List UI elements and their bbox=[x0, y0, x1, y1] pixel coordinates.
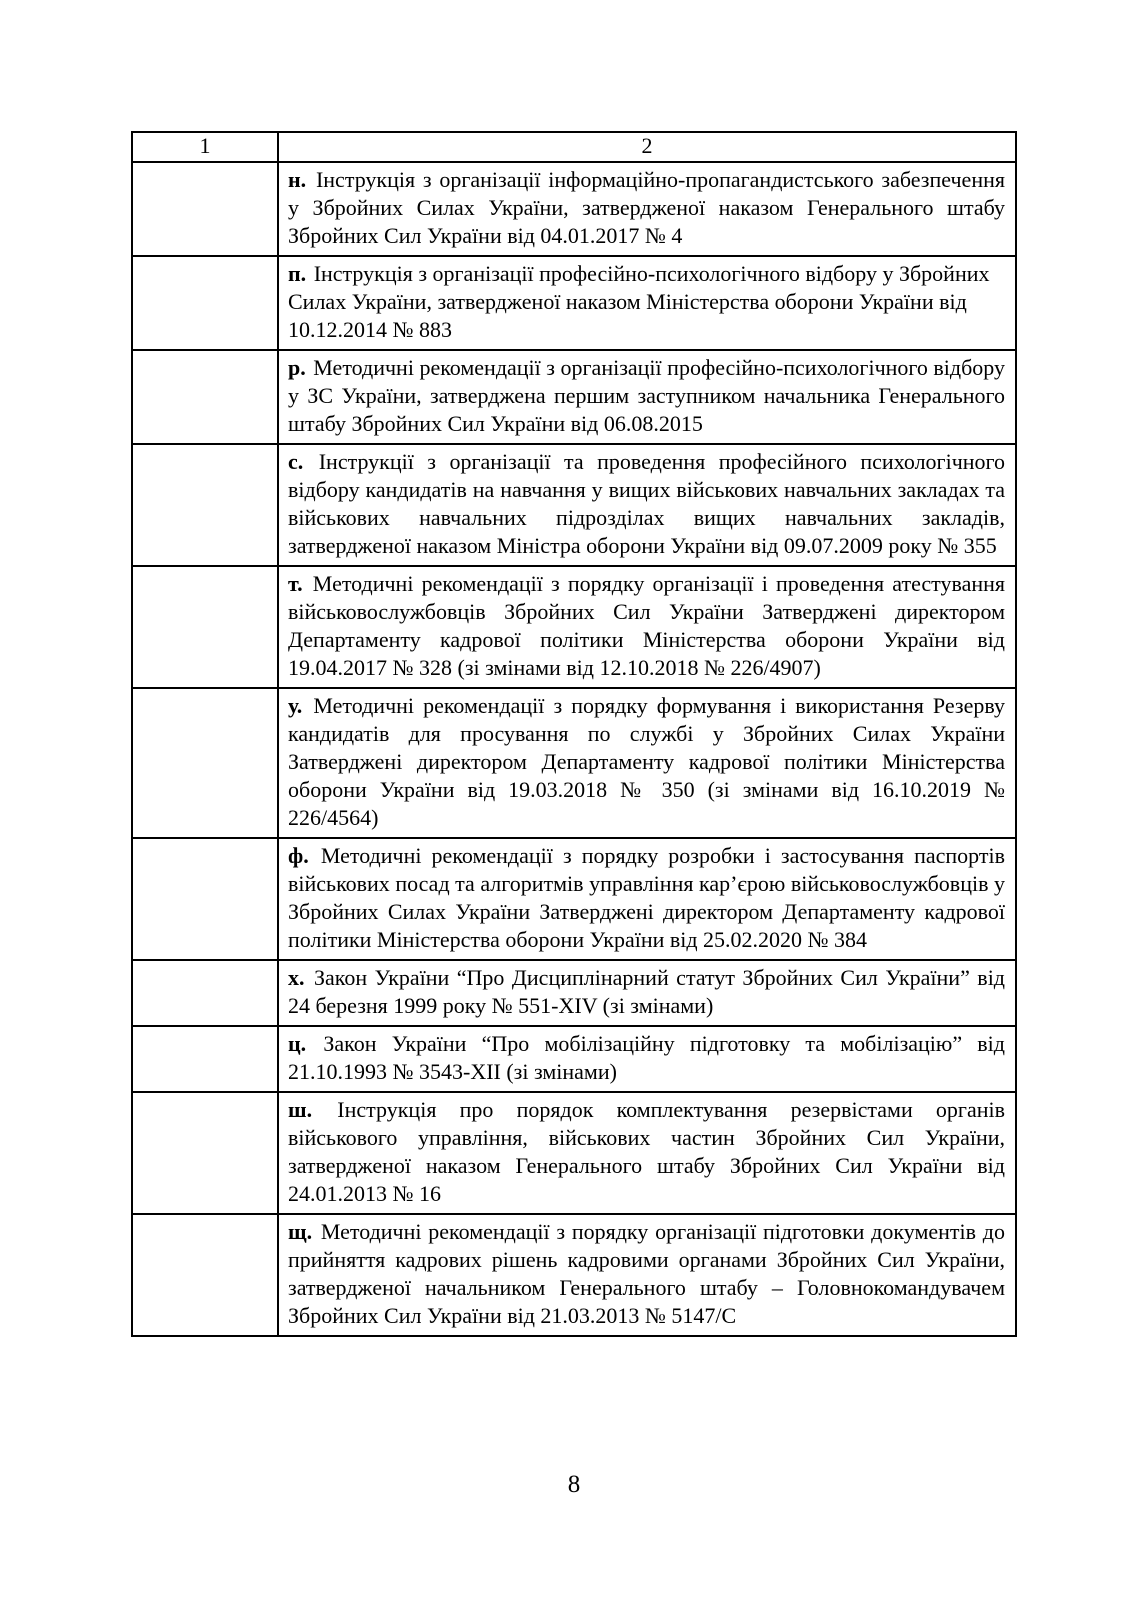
row-number-cell bbox=[132, 688, 278, 838]
column-header-1: 1 bbox=[132, 132, 278, 162]
table-row bbox=[132, 444, 1016, 566]
table-row bbox=[132, 1026, 1016, 1092]
entry-text: Інструкція з організації інформаційно-пропагандистського забезпечення у Збройних Силах України, затвердженої наказом Генерального штабу Збройних Сил України від 04.01.2017 № 4 bbox=[288, 167, 1005, 248]
entry-label: н. bbox=[288, 167, 307, 192]
table-header-row bbox=[132, 132, 1016, 162]
entry-text: Інструкція про порядок комплектування резервістами органів військового управління, військових частин Збройних Сил України, затвердженої наказом Генерального штабу Збройних Сил України від 24.01.2013 № 16 bbox=[288, 1097, 1005, 1206]
row-content-cell bbox=[278, 688, 1016, 838]
row-number-cell bbox=[132, 960, 278, 1026]
row-number-cell bbox=[132, 1214, 278, 1336]
entry-label: р. bbox=[288, 355, 306, 380]
entry-text: Закон України “Про Дисциплінарний статут Збройних Сил України” від 24 березня 1999 року № 551-XIV (зі змінами) bbox=[288, 965, 1005, 1018]
entry-text: Методичні рекомендації з порядку розробки і застосування паспортів військових посад та алгоритмів управління кар’єрою військовослужбовців у Збройних Силах України Затверджені директором Департаменту кадрової політики Міністерства оборони України від 25.02.2020 № 384 bbox=[288, 843, 1005, 952]
row-number-cell bbox=[132, 566, 278, 688]
entry-label: с. bbox=[288, 449, 304, 474]
entry-text: Методичні рекомендації з порядку формування і використання Резерву кандидатів для просування по службі у Збройних Силах України Затверджені директором Департаменту кадрової політики Міністерства оборони України від 19.03.2018 № 350 (зі змінами від 16.10.2019 № 226/4564) bbox=[288, 693, 1005, 830]
reference-entry bbox=[288, 842, 1005, 954]
row-number-cell bbox=[132, 1092, 278, 1214]
row-content-cell bbox=[278, 162, 1016, 256]
reference-entry bbox=[288, 354, 1005, 438]
row-content-cell bbox=[278, 566, 1016, 688]
table-row bbox=[132, 566, 1016, 688]
entry-text: Інструкції з організації та проведення професійного психологічного відбору кандидатів на навчання у вищих військових навчальних закладах та військових навчальних підрозділах вищих навчальних закладів, затвердженої наказом Міністра оборони України від 09.07.2009 року № 355 bbox=[288, 449, 1006, 558]
row-number-cell bbox=[132, 350, 278, 444]
row-content-cell bbox=[278, 838, 1016, 960]
reference-entry bbox=[288, 260, 1005, 344]
reference-entry bbox=[288, 1030, 1005, 1086]
row-content-cell bbox=[278, 960, 1016, 1026]
reference-entry bbox=[288, 570, 1005, 682]
entry-label: щ. bbox=[288, 1219, 313, 1244]
reference-entry bbox=[288, 964, 1005, 1020]
row-content-cell bbox=[278, 1214, 1016, 1336]
entry-text: Методичні рекомендації з порядку організації підготовки документів до прийняття кадрових рішень кадровими органами Збройних Сил України, затвердженої начальником Генерального штабу – Головнокомандувачем Збройних Сил України від 21.03.2013 № 5147/С bbox=[288, 1219, 1006, 1328]
entry-label: п. bbox=[288, 261, 307, 286]
table-row bbox=[132, 1214, 1016, 1336]
entry-text: Методичні рекомендації з порядку організації і проведення атестування військовослужбовців Збройних Сил України Затверджені директором Департаменту кадрової політики Міністерства оборони України від 19.04.2017 № 328 (зі змінами від 12.10.2018 № 226/4907) bbox=[288, 571, 1005, 680]
table-row bbox=[132, 350, 1016, 444]
row-number-cell bbox=[132, 1026, 278, 1092]
reference-entry bbox=[288, 448, 1005, 560]
row-number-cell bbox=[132, 444, 278, 566]
reference-entry bbox=[288, 1096, 1005, 1208]
entry-text: Закон України “Про мобілізаційну підготовку та мобілізацію” від 21.10.1993 № 3543-XII (зі змінами) bbox=[288, 1031, 1005, 1084]
row-content-cell bbox=[278, 350, 1016, 444]
row-content-cell bbox=[278, 444, 1016, 566]
entry-text: Методичні рекомендації з організації професійно-психологічного відбору у ЗС України, затверджена першим заступником начальника Генерального штабу Збройних Сил України від 06.08.2015 bbox=[288, 355, 1006, 436]
table-row bbox=[132, 1092, 1016, 1214]
entry-label: ц. bbox=[288, 1031, 307, 1056]
row-content-cell bbox=[278, 256, 1016, 350]
entry-text: Інструкція з організації професійно-психологічного відбору у Збройних Силах України, затвердженої наказом Міністерства оборони України від 10.12.2014 № 883 bbox=[288, 261, 990, 342]
page-number: 8 bbox=[567, 1471, 581, 1498]
column-header-2: 2 bbox=[278, 132, 1016, 162]
references-table bbox=[131, 131, 1017, 1337]
reference-entry bbox=[288, 1218, 1005, 1330]
entry-label: у. bbox=[288, 693, 303, 718]
reference-entry bbox=[288, 692, 1005, 832]
reference-entry bbox=[288, 166, 1005, 250]
entry-label: ш. bbox=[288, 1097, 313, 1122]
row-number-cell bbox=[132, 162, 278, 256]
row-content-cell bbox=[278, 1026, 1016, 1092]
table-row bbox=[132, 960, 1016, 1026]
row-number-cell bbox=[132, 838, 278, 960]
row-content-cell bbox=[278, 1092, 1016, 1214]
entry-label: ф. bbox=[288, 843, 309, 868]
table-row bbox=[132, 838, 1016, 960]
table-row bbox=[132, 256, 1016, 350]
entry-label: т. bbox=[288, 571, 303, 596]
table-row bbox=[132, 688, 1016, 838]
entry-label: х. bbox=[288, 965, 305, 990]
table-row bbox=[132, 162, 1016, 256]
row-number-cell bbox=[132, 256, 278, 350]
